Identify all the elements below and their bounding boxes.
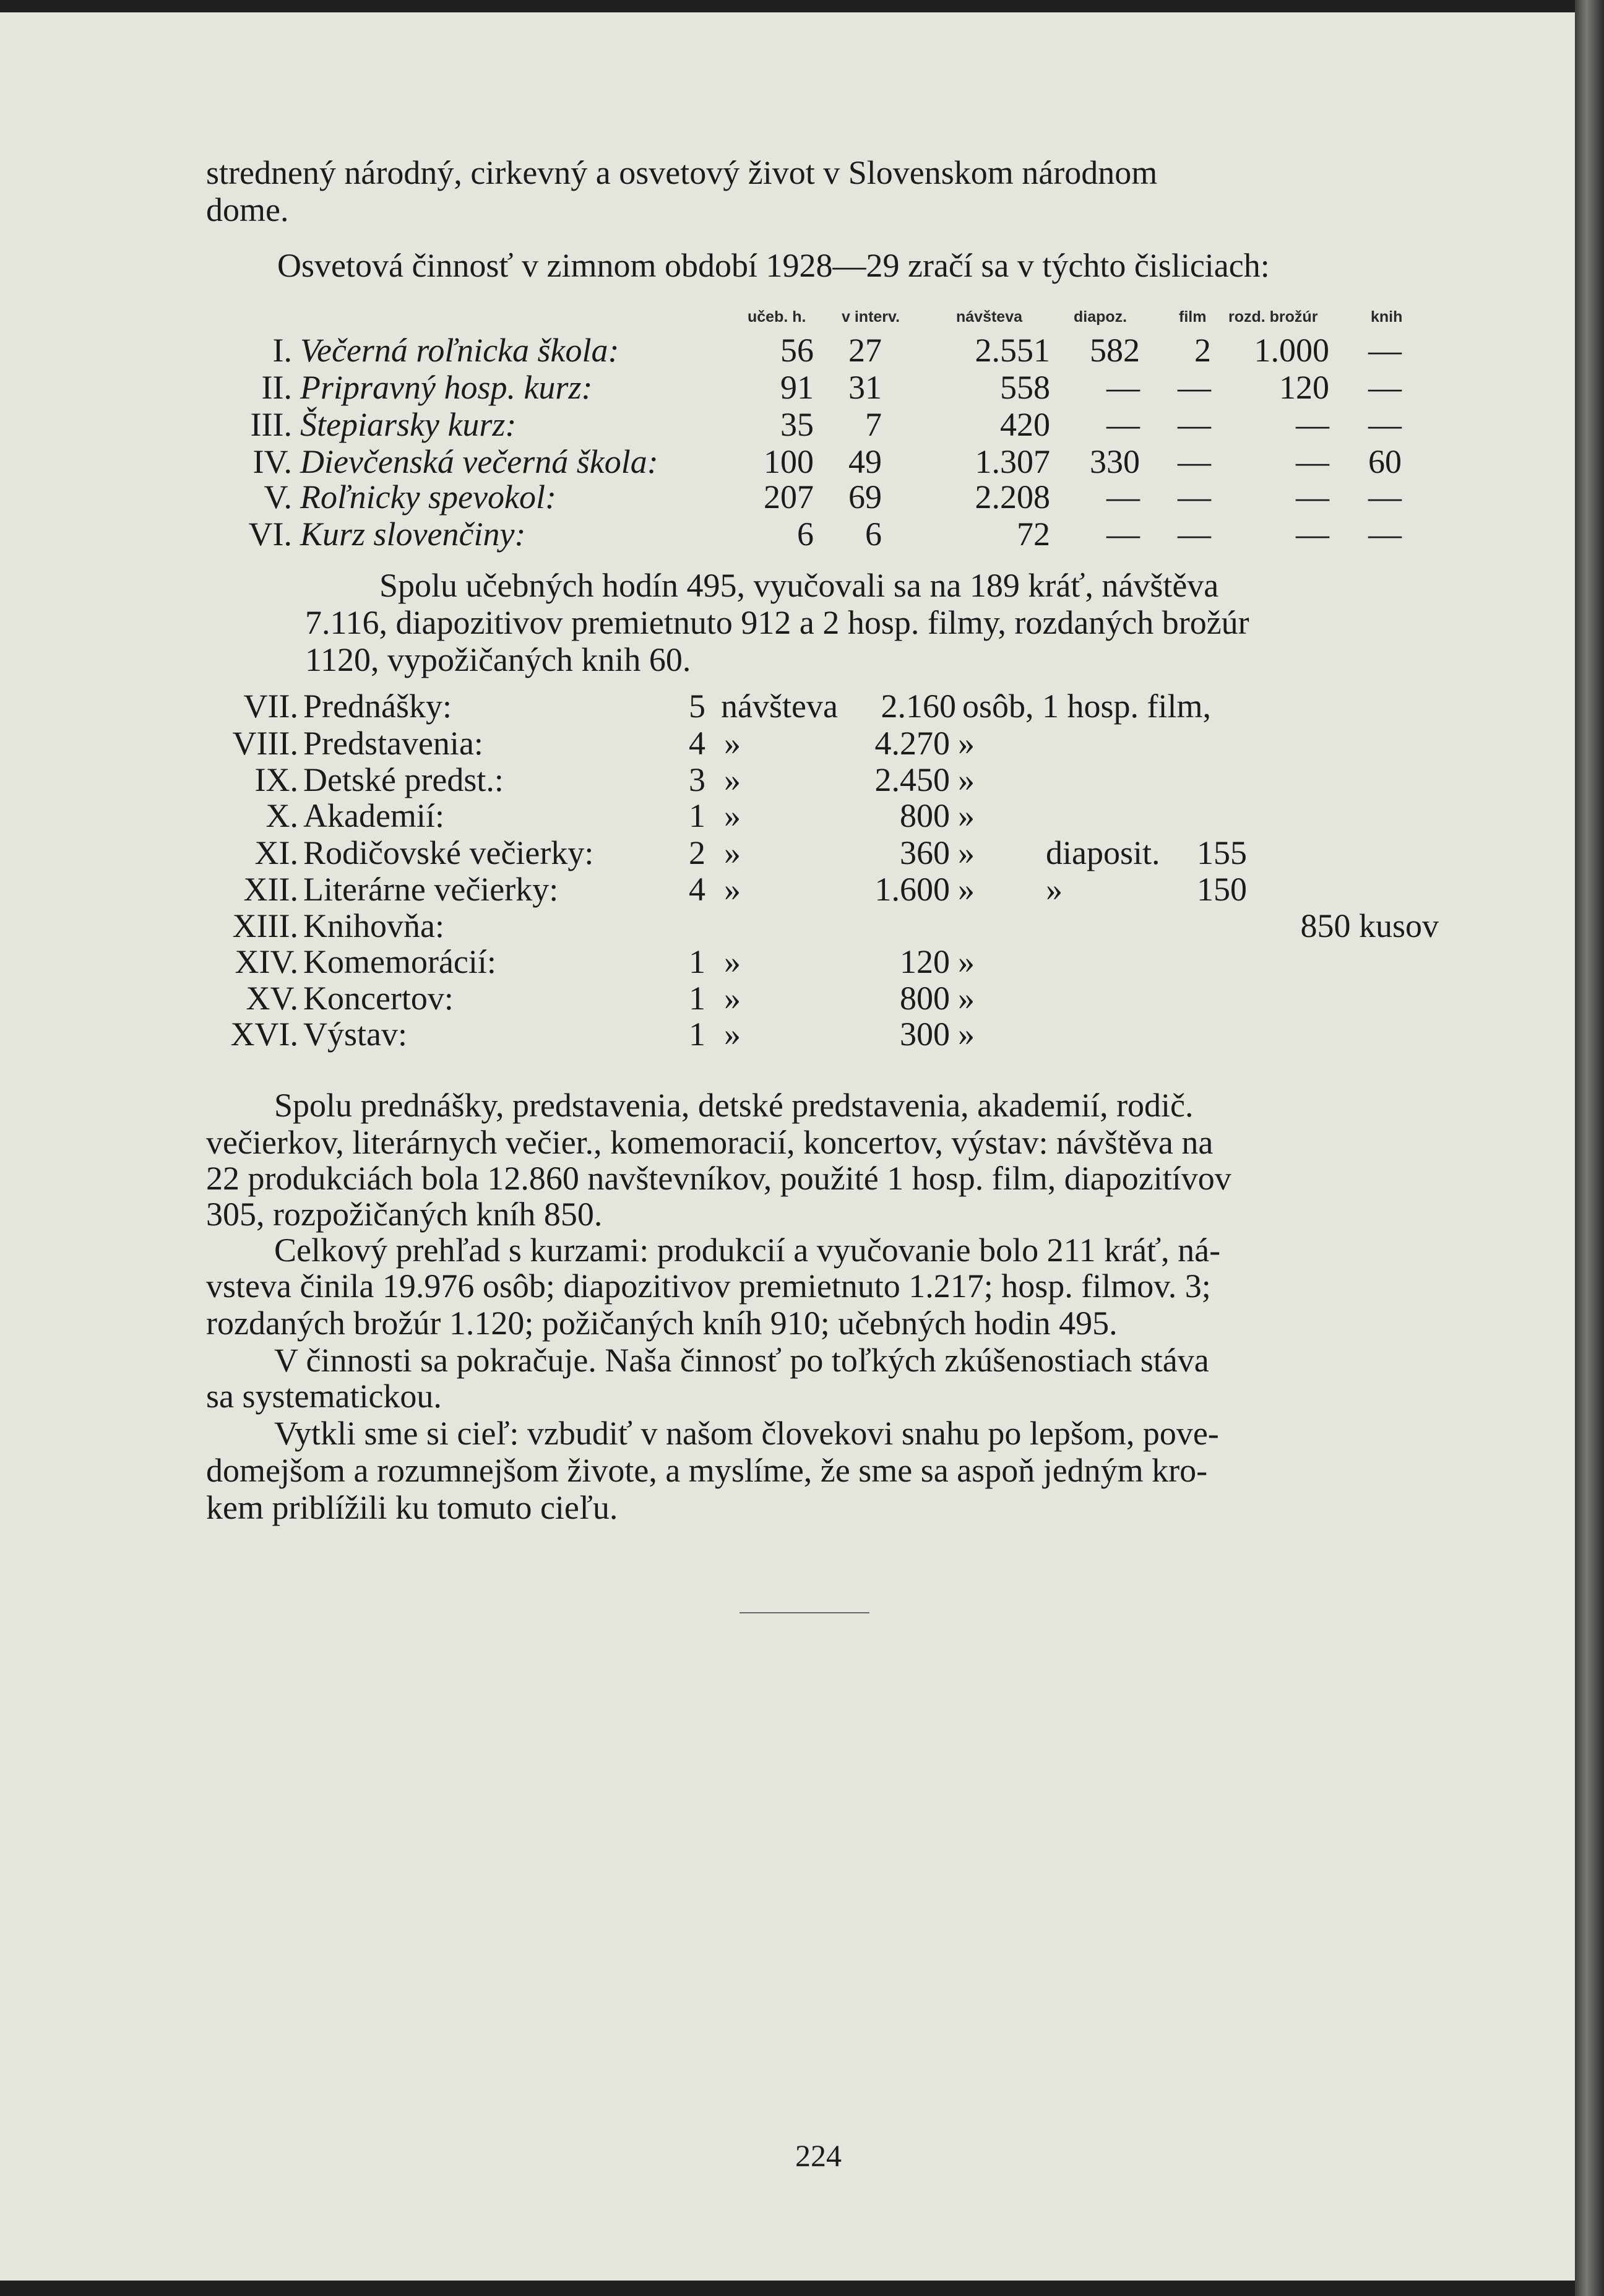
table1-row-name: Dievčenská večerná škola: [300,443,658,480]
table1-header-navsteva: návšteva [956,308,1023,326]
page-number: 224 [795,2138,842,2173]
table1-cell: — [1296,443,1329,480]
table1-cell: — [1178,516,1211,553]
table1-cell: 1.000 [1254,332,1329,369]
table1-cell: 120 [1279,369,1329,406]
table2-mark: » [958,980,975,1017]
table2-row-name: Výstav: [303,1016,407,1053]
table2-row-name: Prednášky: [303,688,452,725]
continuation-line-1: V činnosti sa pokračuje. Naša činnosť po toľkých zkúšenostiach stáva [274,1342,1209,1379]
table1-header-interv: v interv. [842,308,900,326]
summary1-line-2: 7.116, diapozitivov premietnuto 912 a 2 hosp. filmy, rozdaných brožúr [305,604,1249,641]
goal-line-3: kem priblížili ku tomuto cieľu. [206,1489,618,1526]
summary2-line-1: Spolu prednášky, predstavenia, detské predstavenia, akademií, rodič. [274,1087,1194,1124]
table2-extra-value: 150 [1197,871,1247,908]
table2-value: 800 [900,980,950,1017]
table1-cell: 60 [1368,443,1402,480]
table2-count: 1 [689,797,705,834]
table1-row-number: I. [272,332,292,369]
table1-cell: — [1296,406,1329,443]
table2-row-number: XV. [246,980,298,1017]
table1-cell: — [1368,369,1402,406]
table1-row-name: Roľnicky spevokol: [300,478,556,516]
table1-header-knih: knih [1371,308,1403,326]
table1-cell: 56 [780,332,814,369]
table2-mark: » [958,834,975,871]
table2-mark: osôb, 1 hosp. film, [962,688,1212,725]
summary1-line-3: 1120, vypožičaných knih 60. [305,641,691,678]
table1-cell: — [1296,478,1329,516]
table1-header-diapoz: diapoz. [1074,308,1128,326]
table2-row-name: Komemorácií: [303,943,496,980]
table1-cell: 2 [1194,332,1211,369]
overview-line-3: rozdaných brožúr 1.120; požičaných kníh 910; učebných hodin 495. [206,1305,1118,1342]
table1-cell: 35 [780,406,814,443]
table1-cell: 27 [848,332,882,369]
continuation-line-2: sa systematickou. [206,1378,442,1415]
table2-value: 4.270 [874,725,950,762]
table2-mark: » [724,980,741,1017]
table2-mark: návšteva [721,688,838,725]
table1-cell: 100 [764,443,814,480]
table2-row-number: XI. [254,834,298,871]
table1-cell: — [1106,369,1140,406]
goal-line-2: domejšom a rozumnejšom živote, a myslíme, že sme sa aspoň jedným kro- [206,1452,1208,1489]
table2-mark: » [958,725,975,762]
table2-row-name: Literárne večierky: [303,871,559,908]
document-page [0,12,1575,2281]
table1-cell: 91 [780,369,814,406]
table1-cell: — [1178,369,1211,406]
table1-cell: — [1178,478,1211,516]
summary2-line-3: 22 produkciách bola 12.860 navštevníkov, použité 1 hosp. film, diapozitívov [206,1160,1231,1197]
table2-value: 1.600 [874,871,950,908]
intro-line-3: Osvetová činnosť v zimnom období 1928—29 zračí sa v týchto čisliciach: [277,247,1270,284]
table1-cell: — [1106,516,1140,553]
table2-count: 3 [689,761,705,798]
table1-cell: — [1368,478,1402,516]
table2-mark: » [958,761,975,798]
table2-row-number: IX. [254,761,298,798]
table1-row-number: VI. [248,516,292,553]
table2-mark: » [958,797,975,834]
table1-cell: — [1296,516,1329,553]
table1-row-name: Pripravný hosp. kurz: [300,369,593,406]
overview-line-1: Celkový prehľad s kurzami: produkcií a vyučovanie bolo 211 kráť, ná- [274,1232,1221,1269]
table2-row-number: X. [265,797,298,834]
table2-row-number: XIII. [232,907,298,944]
table1-row-name: Večerná roľnicka škola: [300,332,619,369]
table1-cell: 69 [848,478,882,516]
table1-cell: 1.307 [975,443,1050,480]
summary1-line-1: Spolu učebných hodín 495, vyučovali sa na 189 kráť, návštěva [379,567,1219,604]
table2-value: 2.450 [874,761,950,798]
table2-mark: » [724,871,741,908]
table1-cell: 7 [865,406,882,443]
intro-line-1: strednený národný, cirkevný a osvetový život v Slovenskom národnom [206,154,1158,191]
table1-header-ucebh: učeb. h. [748,308,806,326]
table1-cell: — [1106,478,1140,516]
table2-row-number: VIII. [232,725,298,762]
table2-extra-label: diaposit. [1046,834,1160,871]
table1-row-number: III. [250,406,292,443]
table1-cell: — [1368,332,1402,369]
table2-count: 1 [689,1016,705,1053]
table1-cell: 420 [1000,406,1050,443]
table2-mark: » [724,834,741,871]
table1-cell: 72 [1017,516,1050,553]
summary2-line-4: 305, rozpožičaných kníh 850. [206,1196,603,1233]
table1-cell: 2.208 [975,478,1050,516]
table2-mark: » [958,871,975,908]
table2-count: 4 [689,871,705,908]
table2-row-name: Koncertov: [303,980,454,1017]
table2-mark: » [958,1016,975,1053]
table2-value: 2.160 [881,688,956,725]
table2-value: 300 [900,1016,950,1053]
summary2-line-2: večierkov, literárnych večier., komemoracií, koncertov, výstav: návštěva na [206,1124,1214,1161]
table2-value: 120 [900,943,950,980]
table1-cell: — [1106,406,1140,443]
table2-row-number: XVI. [230,1016,298,1053]
table1-row-number: IV. [252,443,292,480]
table2-row-number: XIV. [235,943,298,980]
table2-row-name: Predstavenia: [303,725,483,762]
table2-mark: » [724,1016,741,1053]
table1-cell: 6 [797,516,814,553]
table1-cell: 49 [848,443,882,480]
table2-row-name: Rodičovské večierky: [303,834,594,871]
table1-header-film: film [1179,308,1207,326]
table1-cell: 31 [848,369,882,406]
table1-cell: 2.551 [975,332,1050,369]
table1-cell: 6 [865,516,882,553]
table2-row-name: Knihovňa: [303,907,444,944]
table2-value: 360 [900,834,950,871]
table2-mark: » [724,725,741,762]
table2-row-name: Detské predst.: [303,761,504,798]
section-divider [739,1612,869,1613]
table1-row-name: Štepiarsky kurz: [300,406,517,443]
overview-line-2: vsteva činila 19.976 osôb; diapozitivov premietnuto 1.217; hosp. filmov. 3; [206,1267,1211,1305]
table1-row-number: V. [264,478,292,516]
table2-extra-value: 155 [1197,834,1247,871]
table2-extra-value: 850 kusov [1300,907,1439,944]
table2-row-name: Akademií: [303,797,444,834]
table1-row-number: II. [261,369,292,406]
table2-count: 4 [689,725,705,762]
table2-count: 1 [689,943,705,980]
table1-cell: 330 [1090,443,1140,480]
table1-cell: — [1368,516,1402,553]
table1-cell: — [1178,406,1211,443]
goal-line-1: Vytkli sme si cieľ: vzbudiť v našom človekovi snahu po lepšom, pove- [274,1415,1219,1452]
table2-count: 1 [689,980,705,1017]
table2-value: 800 [900,797,950,834]
table2-row-number: XII. [243,871,298,908]
scan-edge [1575,0,1604,2296]
table2-row-number: VII. [243,688,298,725]
table1-cell: 558 [1000,369,1050,406]
table1-header-brozur: rozd. brožúr [1228,308,1318,326]
table1-row-name: Kurz slovenčiny: [300,516,526,553]
table2-count: 5 [689,688,705,725]
table1-cell: 207 [764,478,814,516]
table2-mark: » [724,797,741,834]
table2-mark: » [958,943,975,980]
table2-mark: » [724,761,741,798]
table1-cell: 582 [1090,332,1140,369]
table2-count: 2 [689,834,705,871]
table2-extra-label: » [1046,871,1063,908]
intro-line-2: dome. [206,191,289,228]
table2-mark: » [724,943,741,980]
table1-cell: — [1368,406,1402,443]
table1-cell: — [1178,443,1211,480]
